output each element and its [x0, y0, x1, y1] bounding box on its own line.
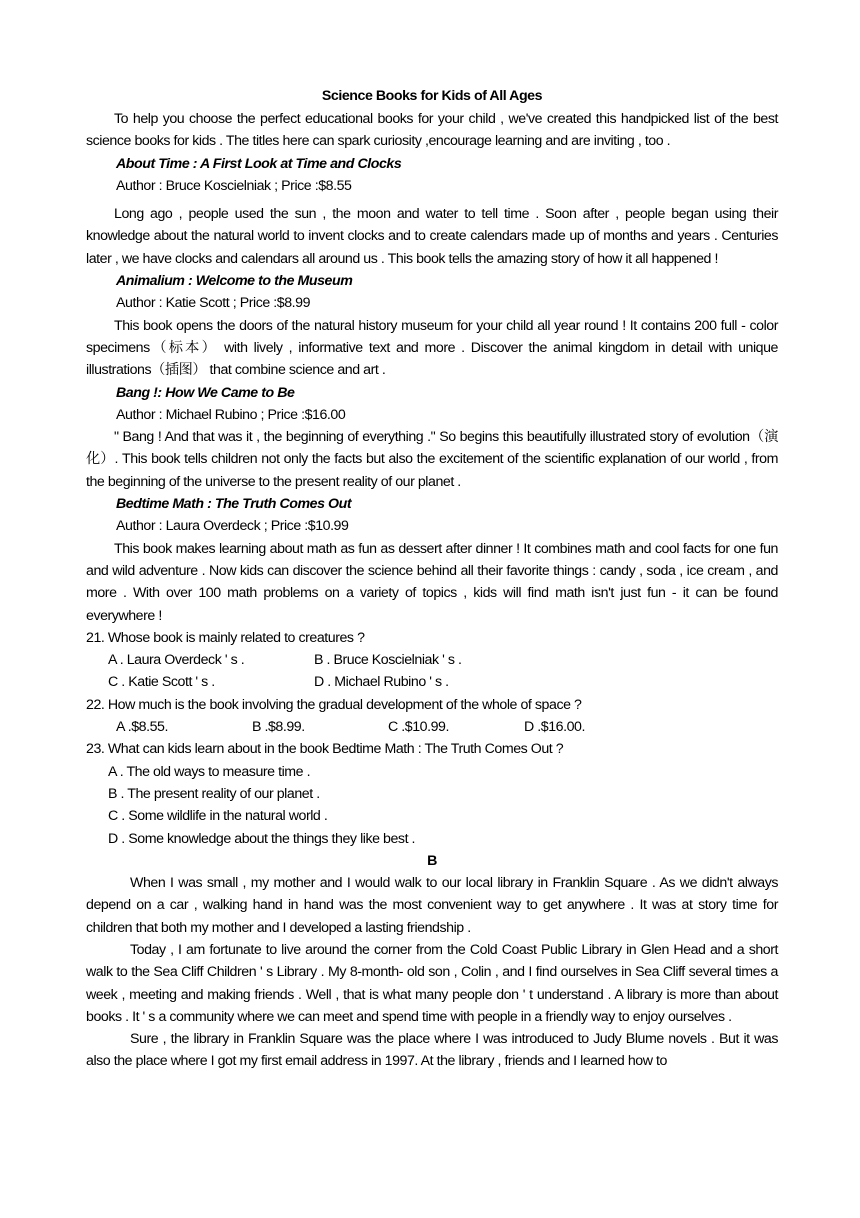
- question-21: 21. Whose book is mainly related to creatures ?: [86, 629, 365, 646]
- book-title-4: Bedtime Math : The Truth Comes Out: [116, 496, 352, 513]
- book-author-3: Author : Michael Rubino ; Price :$16.00: [116, 406, 346, 423]
- book-title-3: Bang !: How We Came to Be: [116, 384, 295, 401]
- option-22-d: D .$16.00.: [524, 719, 585, 736]
- option-21-b: B . Bruce Koscielniak ' s .: [314, 652, 462, 669]
- book-desc-2: This book opens the doors of the natural history museum for your child all year round ! It contains 200 full - color specimens（标本） with lively , informative text and more . Discover the animal kingdom in detail with unique illustrations（插图） that combine science and art .: [86, 317, 778, 379]
- option-22-c: C .$10.99.: [388, 719, 449, 736]
- passage-b-paragraph-3: Sure , the library in Franklin Square was the place where I was introduced to Judy Blume novels . But it was also the place where I got my first email address in 1997. At the library , friends and I learned how to: [86, 1031, 778, 1070]
- page-title: Science Books for Kids of All Ages: [321, 88, 543, 104]
- book-author-4: Author : Laura Overdeck ; Price :$10.99: [116, 518, 349, 535]
- passage-b-paragraph-2: Today , I am fortunate to live around the corner from the Cold Coast Public Library in Glen Head and a short walk to the Sea Cliff Children ' s Library . My 8-month- old son , Colin , and I find ourselves in Sea Cliff several times a week , meeting and making friends . Well , that is what many people don ' t understand . A library is more than about books . It ' s a community where we can meet and spend time with people in a friendly way to enjoy ourselves .: [86, 941, 778, 1025]
- option-21-a: A . Laura Overdeck ' s .: [108, 652, 245, 669]
- book-author-2: Author : Katie Scott ; Price :$8.99: [116, 295, 311, 312]
- question-21-options-row2: [86, 671, 778, 693]
- question-22-options: [86, 716, 778, 738]
- option-23-a: A . The old ways to measure time .: [108, 763, 311, 780]
- option-23-b: B . The present reality of our planet .: [108, 785, 320, 802]
- option-23-d: D . Some knowledge about the things they like best .: [108, 830, 416, 847]
- book-desc-1: Long ago , people used the sun , the moon and water to tell time . Soon after , people began using their knowledge about the natural world to invent clocks and to create calendars made up of months and years . Centuries later , we have clocks and calendars all around us . This book tells the amazing story of how it all happened !: [86, 206, 778, 267]
- option-23-c: C . Some wildlife in the natural world .: [108, 808, 328, 825]
- book-title-1: About Time : A First Look at Time and Clocks: [116, 155, 402, 172]
- question-22: 22. How much is the book involving the gradual development of the whole of space ?: [86, 696, 582, 713]
- book-desc-3: " Bang ! And that was it , the beginning of everything ." So begins this beautifully illustrated story of evolution（演化）. This book tells children not only the facts but also the excitement of the scientific explanation of our world , from the beginning of the universe to the present reality of our planet .: [86, 429, 778, 490]
- question-23: 23. What can kids learn about in the book Bedtime Math : The Truth Comes Out ?: [86, 741, 564, 758]
- passage-b-paragraph-1: When I was small , my mother and I would walk to our local library in Franklin Square . As we didn't always depend on a car , walking hand in hand was the most convenient way to get anywhere . It was at story time for children that both my mother and I developed a lasting friendship .: [86, 875, 778, 936]
- book-author-1: Author : Bruce Koscielniak ; Price :$8.55: [116, 177, 352, 194]
- option-21-d: D . Michael Rubino ' s .: [314, 674, 449, 691]
- option-22-b: B .$8.99.: [252, 719, 305, 736]
- section-b-heading: B: [427, 852, 437, 869]
- option-22-a: A .$8.55.: [116, 719, 168, 736]
- intro-paragraph: To help you choose the perfect educational books for your child , we've created this handpicked list of the best science books for kids . The titles here can spark curiosity ,encourage learning and are inviting , too .: [86, 111, 778, 150]
- book-title-2: Animalium : Welcome to the Museum: [116, 273, 353, 290]
- option-21-c: C . Katie Scott ' s .: [108, 674, 215, 691]
- question-21-options-row1: [86, 649, 778, 671]
- document-page: [86, 86, 778, 1073]
- book-desc-4: This book makes learning about math as fun as dessert after dinner ! It combines math and cool facts for one fun and wild adventure . Now kids can discover the science behind all their favorite things : candy , soda , ice cream , and more . With over 100 math problems on a variety of topics , kids will find math isn't just fun - it can be found everywhere !: [86, 540, 778, 624]
